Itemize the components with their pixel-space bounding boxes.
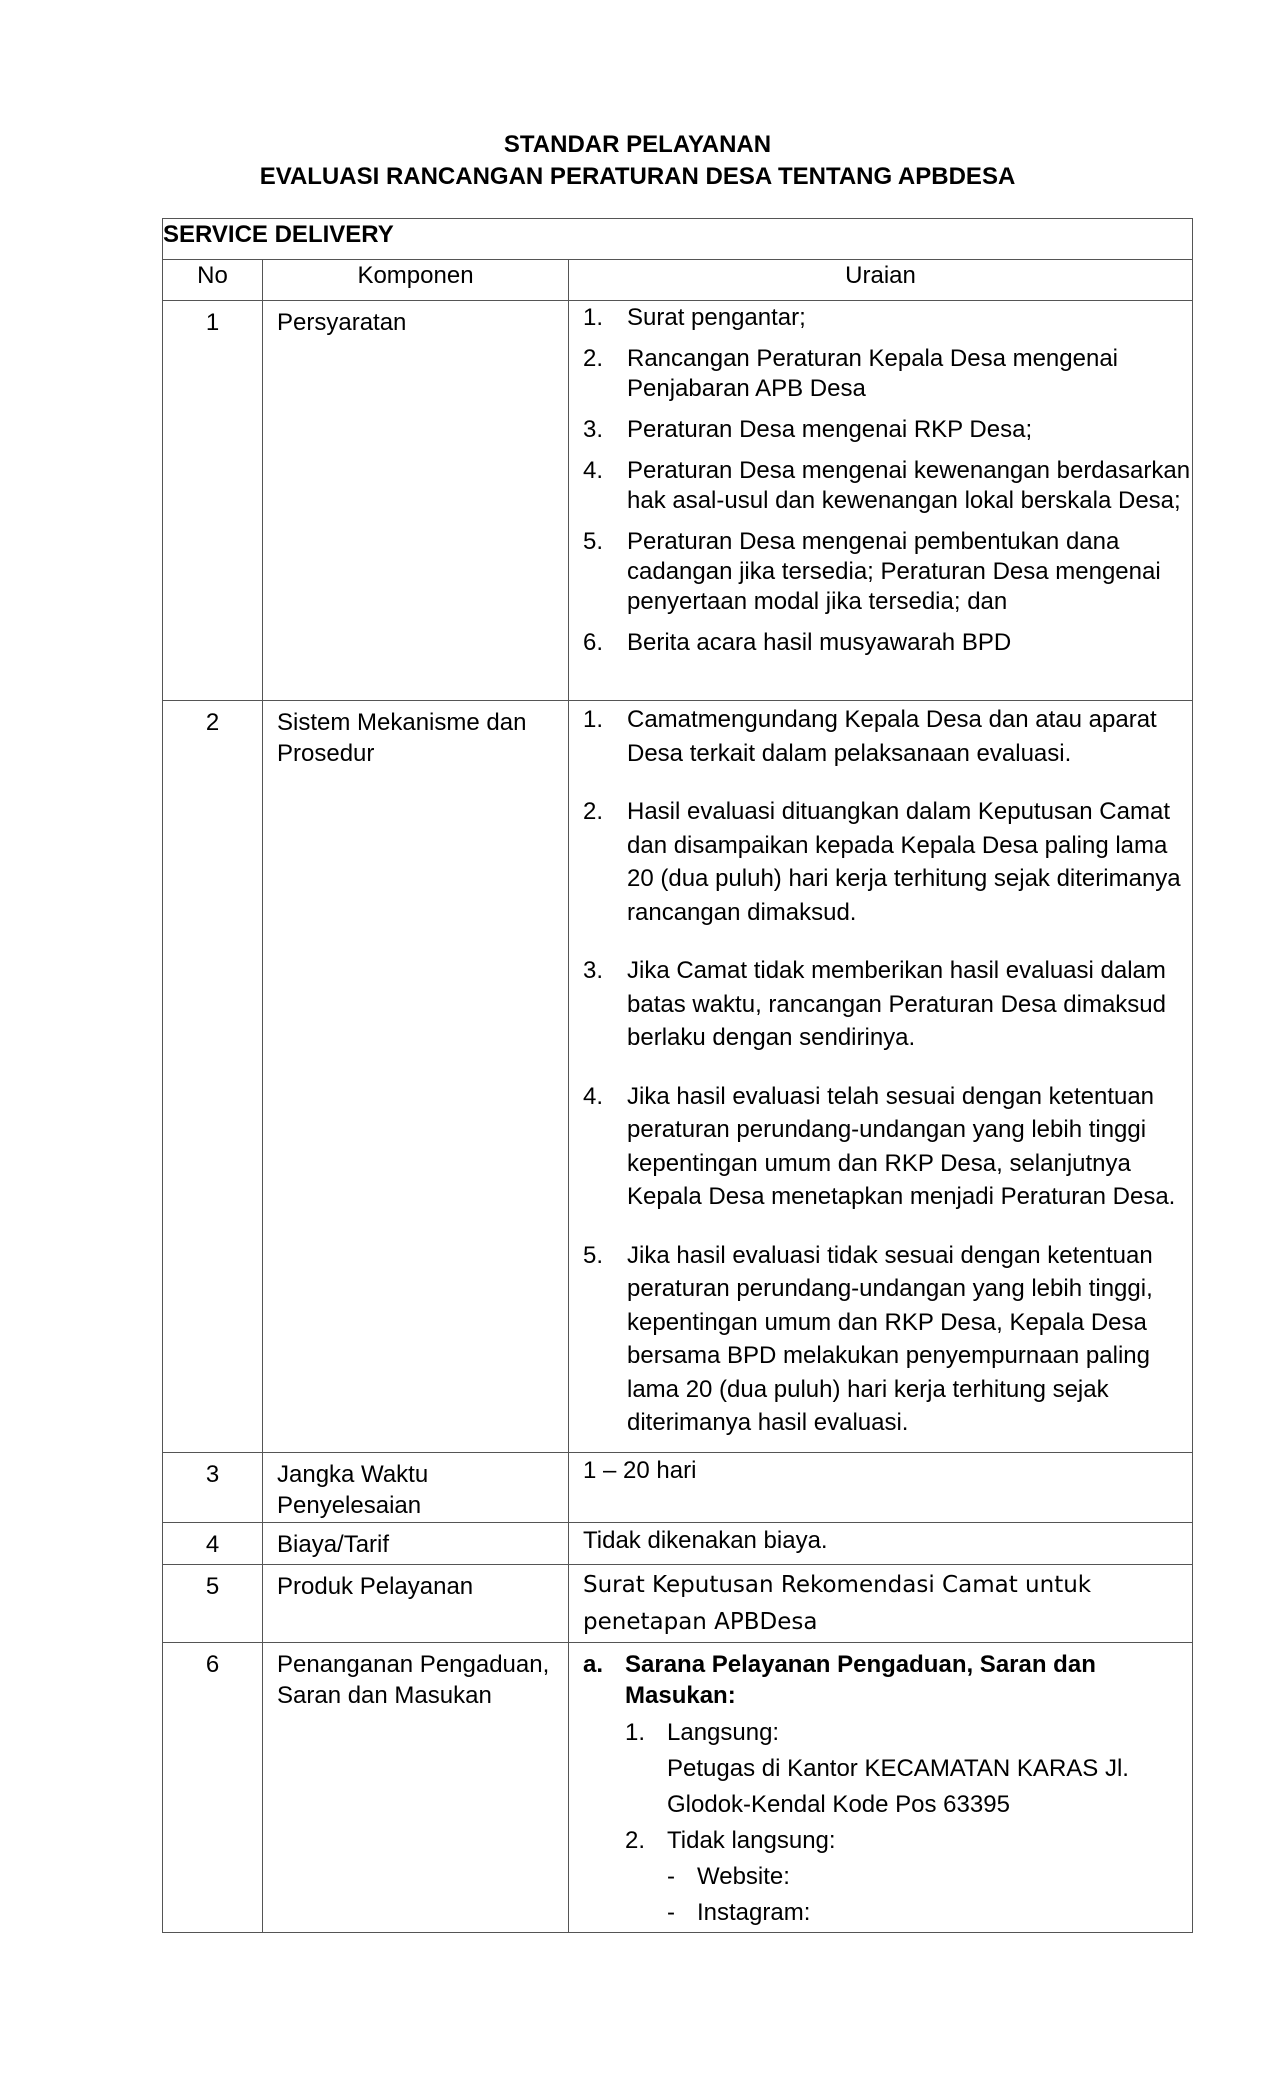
row-uraian [569,1642,1193,1932]
section-row [163,219,1193,260]
list-item: 6. Berita acara hasil musyawarah BPD [583,629,1012,656]
list-item: 5. Peraturan Desa mengenai pembentukan dana cadangan jika tersedia; Peraturan Desa mengenai penyertaan modal jika tersedia; dan [583,528,1161,615]
row-number: 4 [163,1522,263,1564]
header-row [163,260,1193,301]
list-item: 5. Jika hasil evaluasi tidak sesuai dengan ketentuan peraturan perundang-undangan yang lebih tinggi, kepentingan umum dan RKP Desa, Kepala Desa bersama BPD melakukan penyempurnaan paling lama 20 (dua puluh) hari kerja terhitung sejak diterimanya hasil evaluasi. [583,1241,1153,1436]
website-label: Website: [697,1862,790,1890]
table-row [163,1642,1193,1932]
row-uraian [569,301,1193,701]
row-uraian: Surat Keputusan Rekomendasi Camat untuk penetapan APBDesa [569,1564,1193,1642]
row-komponen: Jangka Waktu Penyelesaian [263,1452,569,1522]
list-item: 3. Peraturan Desa mengenai RKP Desa; [583,416,1033,443]
title-line-1: STANDAR PELAYANAN [503,131,772,158]
row-number: 1 [163,301,263,701]
pengaduan-list [625,1715,1192,1931]
header-no: No [163,260,263,301]
list-item: 1. Langsung: Petugas di Kantor KECAMATAN KARAS Jl. Glodok-Kendal Kode Pos 63395 [625,1715,1192,1823]
list-item: 1. Camatmengundang Kepala Desa dan atau aparat Desa terkait dalam pelaksanaan evaluasi. [583,706,1157,767]
list-item: 4. Peraturan Desa mengenai kewenangan berdasarkan hak asal-usul dan kewenangan lokal berskala Desa; [583,457,1191,514]
row-komponen: Biaya/Tarif [263,1522,569,1564]
service-standard-table [162,218,1193,1933]
title-line-2: EVALUASI RANCANGAN PERATURAN DESA TENTANG APBDESA [259,163,1016,190]
row-komponen: Penanganan Pengaduan, Saran dan Masukan [263,1642,569,1932]
document-title [0,129,1275,193]
row-uraian [569,701,1193,1453]
list-item: 2. Tidak langsung: [625,1823,1192,1859]
table-row [163,1452,1193,1522]
row-komponen: Persyaratan [263,301,569,701]
tidak-langsung-label: Tidak langsung: [667,1826,836,1854]
row-uraian: 1 – 20 hari [569,1452,1193,1522]
langsung-label: Langsung: [667,1718,780,1746]
prosedur-list [583,703,1192,1440]
header-uraian: Uraian [569,260,1193,301]
table-row [163,701,1193,1453]
pengaduan-heading: a. Sarana Pelayanan Pengaduan, Saran dan Masukan: [583,1650,1096,1709]
persyaratan-list [583,303,1192,658]
instagram-label: Instagram: [697,1898,811,1926]
list-item: 2. Rancangan Peraturan Kepala Desa mengenai Penjabaran APB Desa [583,345,1119,402]
list-item: - Website: [667,1859,1192,1895]
row-number: 2 [163,701,263,1453]
list-item: 3. Jika Camat tidak memberikan hasil evaluasi dalam batas waktu, rancangan Peraturan Desa dimaksud berlaku dengan sendirinya. [583,957,1166,1051]
row-komponen: Sistem Mekanisme dan Prosedur [263,701,569,1453]
table-row [163,1564,1193,1642]
list-item: 4. Jika hasil evaluasi telah sesuai dengan ketentuan peraturan perundang-undangan yang lebih tinggi kepentingan umum dan RKP Desa, selanjutnya Kepala Desa menetapkan menjadi Peraturan Desa. [583,1082,1176,1210]
row-komponen: Produk Pelayanan [263,1564,569,1642]
channel-list [667,1859,1192,1931]
list-item: 2. Hasil evaluasi dituangkan dalam Keputusan Camat dan disampaikan kepada Kepala Desa paling lama 20 (dua puluh) hari kerja terhitung sejak diterimanya rancangan dimaksud. [583,798,1181,926]
list-item: 1. Surat pengantar; [583,304,806,331]
section-label: SERVICE DELIVERY [163,219,1193,260]
row-uraian: Tidak dikenakan biaya. [569,1522,1193,1564]
header-komponen: Komponen [263,260,569,301]
row-number: 5 [163,1564,263,1642]
row-number: 6 [163,1642,263,1932]
row-number: 3 [163,1452,263,1522]
table-row [163,1522,1193,1564]
list-item: - Instagram: [667,1895,1192,1931]
langsung-detail: Petugas di Kantor KECAMATAN KARAS Jl. Glodok-Kendal Kode Pos 63395 [667,1754,1129,1818]
table-row [163,301,1193,701]
